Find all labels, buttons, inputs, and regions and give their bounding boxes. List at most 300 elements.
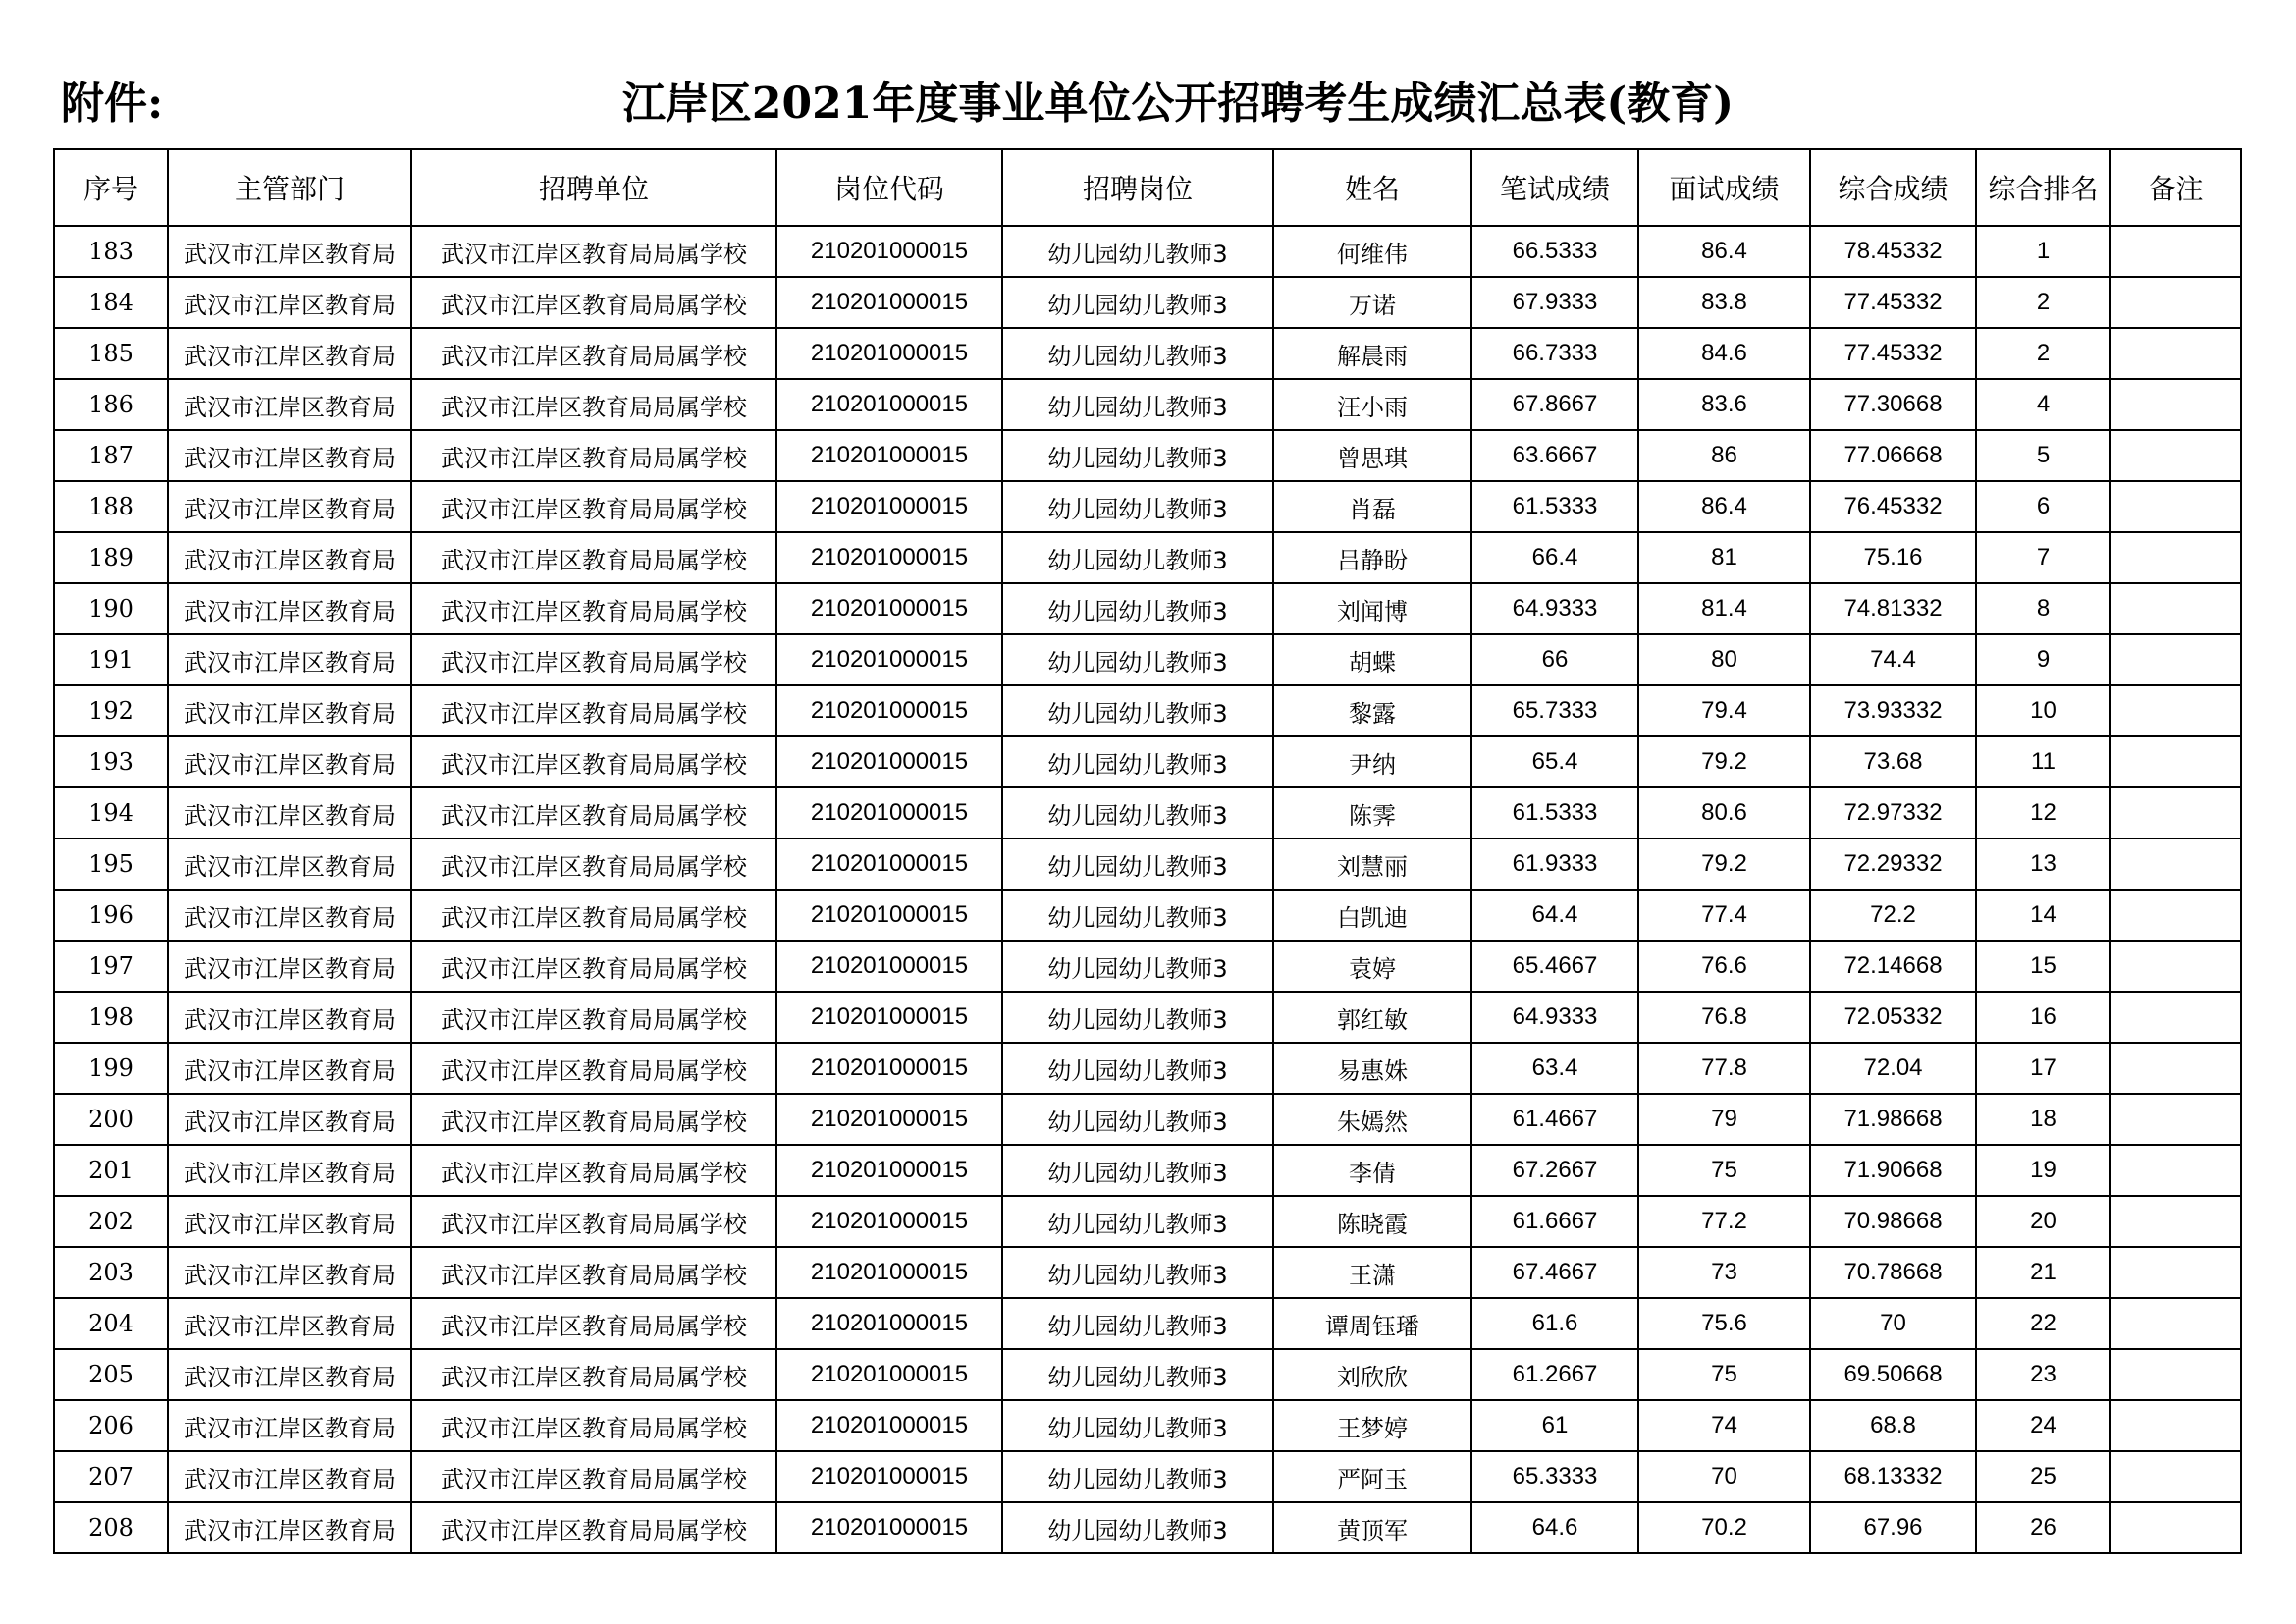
cell-total-score: 70.98668	[1810, 1196, 1976, 1247]
cell-employer: 武汉市江岸区教育局局属学校	[411, 787, 776, 839]
cell-rank: 21	[1976, 1247, 2110, 1298]
cell-interview-score: 81.4	[1638, 583, 1810, 634]
cell-serial: 202	[54, 1196, 168, 1247]
cell-serial: 188	[54, 481, 168, 532]
cell-department: 武汉市江岸区教育局	[168, 1247, 411, 1298]
cell-written-score: 63.4	[1471, 1043, 1638, 1094]
cell-serial: 208	[54, 1502, 168, 1553]
cell-name: 刘慧丽	[1273, 839, 1471, 890]
cell-total-score: 72.05332	[1810, 992, 1976, 1043]
cell-name: 朱嫣然	[1273, 1094, 1471, 1145]
column-header-written-score: 笔试成绩	[1471, 149, 1638, 226]
cell-rank: 7	[1976, 532, 2110, 583]
cell-written-score: 61.2667	[1471, 1349, 1638, 1400]
column-header-post-code: 岗位代码	[776, 149, 1002, 226]
cell-name: 郭红敏	[1273, 992, 1471, 1043]
cell-remark	[2110, 1298, 2241, 1349]
cell-remark	[2110, 328, 2241, 379]
table-body	[54, 226, 2241, 1553]
cell-post-code: 210201000015	[776, 1145, 1002, 1196]
cell-rank: 19	[1976, 1145, 2110, 1196]
cell-remark	[2110, 992, 2241, 1043]
score-summary-table	[53, 148, 2242, 1554]
cell-serial: 190	[54, 583, 168, 634]
cell-interview-score: 77.8	[1638, 1043, 1810, 1094]
table-header-row	[54, 149, 2241, 226]
cell-written-score: 66.7333	[1471, 328, 1638, 379]
cell-serial: 203	[54, 1247, 168, 1298]
cell-post: 幼儿园幼儿教师3	[1002, 1247, 1273, 1298]
cell-rank: 9	[1976, 634, 2110, 685]
cell-name: 陈霁	[1273, 787, 1471, 839]
cell-department: 武汉市江岸区教育局	[168, 1145, 411, 1196]
cell-remark	[2110, 685, 2241, 736]
cell-written-score: 67.9333	[1471, 277, 1638, 328]
cell-post: 幼儿园幼儿教师3	[1002, 430, 1273, 481]
cell-remark	[2110, 890, 2241, 941]
cell-remark	[2110, 1451, 2241, 1502]
cell-remark	[2110, 1094, 2241, 1145]
cell-employer: 武汉市江岸区教育局局属学校	[411, 328, 776, 379]
cell-remark	[2110, 226, 2241, 277]
cell-department: 武汉市江岸区教育局	[168, 839, 411, 890]
cell-department: 武汉市江岸区教育局	[168, 1196, 411, 1247]
cell-written-score: 61.4667	[1471, 1094, 1638, 1145]
table-row	[54, 1247, 2241, 1298]
cell-post: 幼儿园幼儿教师3	[1002, 1451, 1273, 1502]
attachment-label: 附件:	[61, 79, 164, 129]
cell-interview-score: 77.4	[1638, 890, 1810, 941]
cell-rank: 8	[1976, 583, 2110, 634]
cell-total-score: 72.97332	[1810, 787, 1976, 839]
cell-serial: 183	[54, 226, 168, 277]
column-header-name: 姓名	[1273, 149, 1471, 226]
cell-serial: 204	[54, 1298, 168, 1349]
cell-name: 万诺	[1273, 277, 1471, 328]
cell-post: 幼儿园幼儿教师3	[1002, 1094, 1273, 1145]
cell-interview-score: 86.4	[1638, 226, 1810, 277]
cell-post-code: 210201000015	[776, 787, 1002, 839]
cell-post-code: 210201000015	[776, 430, 1002, 481]
cell-employer: 武汉市江岸区教育局局属学校	[411, 1400, 776, 1451]
cell-interview-score: 86	[1638, 430, 1810, 481]
table-row	[54, 226, 2241, 277]
cell-department: 武汉市江岸区教育局	[168, 634, 411, 685]
cell-serial: 200	[54, 1094, 168, 1145]
cell-interview-score: 83.6	[1638, 379, 1810, 430]
cell-total-score: 73.93332	[1810, 685, 1976, 736]
cell-post-code: 210201000015	[776, 1502, 1002, 1553]
table-row	[54, 941, 2241, 992]
cell-rank: 4	[1976, 379, 2110, 430]
cell-post: 幼儿园幼儿教师3	[1002, 1196, 1273, 1247]
cell-remark	[2110, 430, 2241, 481]
cell-department: 武汉市江岸区教育局	[168, 583, 411, 634]
cell-department: 武汉市江岸区教育局	[168, 1502, 411, 1553]
cell-written-score: 61.5333	[1471, 787, 1638, 839]
cell-department: 武汉市江岸区教育局	[168, 226, 411, 277]
cell-interview-score: 77.2	[1638, 1196, 1810, 1247]
cell-post: 幼儿园幼儿教师3	[1002, 736, 1273, 787]
cell-name: 汪小雨	[1273, 379, 1471, 430]
cell-remark	[2110, 481, 2241, 532]
cell-post-code: 210201000015	[776, 532, 1002, 583]
table-row	[54, 328, 2241, 379]
table-row	[54, 481, 2241, 532]
cell-rank: 22	[1976, 1298, 2110, 1349]
cell-interview-score: 74	[1638, 1400, 1810, 1451]
column-header-total-score: 综合成绩	[1810, 149, 1976, 226]
cell-name: 何维伟	[1273, 226, 1471, 277]
cell-department: 武汉市江岸区教育局	[168, 1043, 411, 1094]
table-row	[54, 890, 2241, 941]
cell-interview-score: 80	[1638, 634, 1810, 685]
cell-name: 李倩	[1273, 1145, 1471, 1196]
cell-rank: 26	[1976, 1502, 2110, 1553]
cell-post: 幼儿园幼儿教师3	[1002, 685, 1273, 736]
cell-employer: 武汉市江岸区教育局局属学校	[411, 634, 776, 685]
table-row	[54, 277, 2241, 328]
cell-rank: 20	[1976, 1196, 2110, 1247]
cell-total-score: 74.4	[1810, 634, 1976, 685]
cell-employer: 武汉市江岸区教育局局属学校	[411, 1196, 776, 1247]
cell-total-score: 77.45332	[1810, 277, 1976, 328]
cell-total-score: 75.16	[1810, 532, 1976, 583]
cell-interview-score: 86.4	[1638, 481, 1810, 532]
cell-department: 武汉市江岸区教育局	[168, 1400, 411, 1451]
cell-rank: 17	[1976, 1043, 2110, 1094]
table-row	[54, 1298, 2241, 1349]
cell-written-score: 66	[1471, 634, 1638, 685]
cell-name: 袁婷	[1273, 941, 1471, 992]
cell-name: 刘闻博	[1273, 583, 1471, 634]
cell-written-score: 67.2667	[1471, 1145, 1638, 1196]
cell-written-score: 65.7333	[1471, 685, 1638, 736]
column-header-rank: 综合排名	[1976, 149, 2110, 226]
cell-rank: 12	[1976, 787, 2110, 839]
cell-post-code: 210201000015	[776, 839, 1002, 890]
cell-total-score: 78.45332	[1810, 226, 1976, 277]
cell-employer: 武汉市江岸区教育局局属学校	[411, 890, 776, 941]
cell-employer: 武汉市江岸区教育局局属学校	[411, 1451, 776, 1502]
column-header-remark: 备注	[2110, 149, 2241, 226]
cell-rank: 5	[1976, 430, 2110, 481]
table-row	[54, 1094, 2241, 1145]
cell-post-code: 210201000015	[776, 736, 1002, 787]
cell-written-score: 61.5333	[1471, 481, 1638, 532]
cell-post: 幼儿园幼儿教师3	[1002, 1502, 1273, 1553]
cell-employer: 武汉市江岸区教育局局属学校	[411, 1145, 776, 1196]
cell-employer: 武汉市江岸区教育局局属学校	[411, 226, 776, 277]
cell-interview-score: 84.6	[1638, 328, 1810, 379]
cell-serial: 199	[54, 1043, 168, 1094]
table-row	[54, 736, 2241, 787]
cell-written-score: 63.6667	[1471, 430, 1638, 481]
table-row	[54, 685, 2241, 736]
cell-written-score: 67.4667	[1471, 1247, 1638, 1298]
cell-post-code: 210201000015	[776, 941, 1002, 992]
cell-rank: 2	[1976, 277, 2110, 328]
cell-written-score: 65.4	[1471, 736, 1638, 787]
cell-post-code: 210201000015	[776, 890, 1002, 941]
cell-remark	[2110, 839, 2241, 890]
cell-rank: 2	[1976, 328, 2110, 379]
cell-employer: 武汉市江岸区教育局局属学校	[411, 839, 776, 890]
cell-employer: 武汉市江岸区教育局局属学校	[411, 1502, 776, 1553]
cell-name: 黎露	[1273, 685, 1471, 736]
cell-name: 陈晓霞	[1273, 1196, 1471, 1247]
cell-name: 易惠姝	[1273, 1043, 1471, 1094]
cell-post-code: 210201000015	[776, 685, 1002, 736]
cell-post: 幼儿园幼儿教师3	[1002, 839, 1273, 890]
cell-name: 吕静盼	[1273, 532, 1471, 583]
cell-remark	[2110, 1349, 2241, 1400]
cell-written-score: 66.5333	[1471, 226, 1638, 277]
cell-interview-score: 83.8	[1638, 277, 1810, 328]
cell-serial: 195	[54, 839, 168, 890]
cell-post: 幼儿园幼儿教师3	[1002, 1298, 1273, 1349]
cell-post: 幼儿园幼儿教师3	[1002, 1349, 1273, 1400]
cell-rank: 25	[1976, 1451, 2110, 1502]
cell-written-score: 64.6	[1471, 1502, 1638, 1553]
cell-post-code: 210201000015	[776, 583, 1002, 634]
cell-post: 幼儿园幼儿教师3	[1002, 481, 1273, 532]
cell-department: 武汉市江岸区教育局	[168, 379, 411, 430]
cell-department: 武汉市江岸区教育局	[168, 685, 411, 736]
cell-post: 幼儿园幼儿教师3	[1002, 1145, 1273, 1196]
cell-post-code: 210201000015	[776, 277, 1002, 328]
cell-post: 幼儿园幼儿教师3	[1002, 890, 1273, 941]
cell-total-score: 76.45332	[1810, 481, 1976, 532]
cell-serial: 192	[54, 685, 168, 736]
cell-written-score: 64.9333	[1471, 992, 1638, 1043]
cell-remark	[2110, 1247, 2241, 1298]
cell-department: 武汉市江岸区教育局	[168, 941, 411, 992]
table-row	[54, 379, 2241, 430]
cell-total-score: 70.78668	[1810, 1247, 1976, 1298]
cell-name: 谭周钰璠	[1273, 1298, 1471, 1349]
cell-rank: 16	[1976, 992, 2110, 1043]
cell-serial: 194	[54, 787, 168, 839]
cell-employer: 武汉市江岸区教育局局属学校	[411, 1094, 776, 1145]
cell-post-code: 210201000015	[776, 1400, 1002, 1451]
cell-interview-score: 75	[1638, 1145, 1810, 1196]
cell-serial: 206	[54, 1400, 168, 1451]
cell-written-score: 65.3333	[1471, 1451, 1638, 1502]
cell-post: 幼儿园幼儿教师3	[1002, 1043, 1273, 1094]
cell-written-score: 64.4	[1471, 890, 1638, 941]
cell-post-code: 210201000015	[776, 1451, 1002, 1502]
column-header-serial: 序号	[54, 149, 168, 226]
cell-total-score: 71.98668	[1810, 1094, 1976, 1145]
cell-post-code: 210201000015	[776, 379, 1002, 430]
cell-name: 解晨雨	[1273, 328, 1471, 379]
cell-employer: 武汉市江岸区教育局局属学校	[411, 992, 776, 1043]
page-title: 江岸区2021年度事业单位公开招聘考生成绩汇总表(教育)	[621, 79, 1735, 129]
cell-interview-score: 79.2	[1638, 736, 1810, 787]
cell-employer: 武汉市江岸区教育局局属学校	[411, 1247, 776, 1298]
cell-serial: 197	[54, 941, 168, 992]
cell-total-score: 72.2	[1810, 890, 1976, 941]
cell-serial: 185	[54, 328, 168, 379]
column-header-interview-score: 面试成绩	[1638, 149, 1810, 226]
cell-interview-score: 79.2	[1638, 839, 1810, 890]
cell-remark	[2110, 1196, 2241, 1247]
cell-written-score: 67.8667	[1471, 379, 1638, 430]
cell-serial: 207	[54, 1451, 168, 1502]
cell-department: 武汉市江岸区教育局	[168, 736, 411, 787]
cell-serial: 189	[54, 532, 168, 583]
cell-rank: 13	[1976, 839, 2110, 890]
cell-rank: 6	[1976, 481, 2110, 532]
cell-name: 严阿玉	[1273, 1451, 1471, 1502]
cell-interview-score: 73	[1638, 1247, 1810, 1298]
cell-remark	[2110, 634, 2241, 685]
cell-post-code: 210201000015	[776, 481, 1002, 532]
cell-post: 幼儿园幼儿教师3	[1002, 583, 1273, 634]
column-header-employer: 招聘单位	[411, 149, 776, 226]
cell-written-score: 65.4667	[1471, 941, 1638, 992]
cell-serial: 184	[54, 277, 168, 328]
cell-written-score: 61.6667	[1471, 1196, 1638, 1247]
table-row	[54, 1349, 2241, 1400]
cell-interview-score: 76.8	[1638, 992, 1810, 1043]
cell-department: 武汉市江岸区教育局	[168, 277, 411, 328]
cell-remark	[2110, 941, 2241, 992]
cell-post-code: 210201000015	[776, 328, 1002, 379]
cell-serial: 196	[54, 890, 168, 941]
table-row	[54, 1196, 2241, 1247]
cell-rank: 15	[1976, 941, 2110, 992]
cell-post: 幼儿园幼儿教师3	[1002, 379, 1273, 430]
cell-name: 胡蝶	[1273, 634, 1471, 685]
cell-total-score: 70	[1810, 1298, 1976, 1349]
column-header-department: 主管部门	[168, 149, 411, 226]
cell-remark	[2110, 736, 2241, 787]
cell-employer: 武汉市江岸区教育局局属学校	[411, 1043, 776, 1094]
cell-post-code: 210201000015	[776, 1043, 1002, 1094]
cell-remark	[2110, 379, 2241, 430]
cell-remark	[2110, 583, 2241, 634]
cell-total-score: 71.90668	[1810, 1145, 1976, 1196]
cell-interview-score: 75	[1638, 1349, 1810, 1400]
cell-name: 肖磊	[1273, 481, 1471, 532]
cell-total-score: 68.13332	[1810, 1451, 1976, 1502]
cell-department: 武汉市江岸区教育局	[168, 1094, 411, 1145]
cell-employer: 武汉市江岸区教育局局属学校	[411, 685, 776, 736]
cell-post: 幼儿园幼儿教师3	[1002, 1400, 1273, 1451]
cell-rank: 23	[1976, 1349, 2110, 1400]
cell-remark	[2110, 1145, 2241, 1196]
table-row	[54, 583, 2241, 634]
cell-total-score: 77.06668	[1810, 430, 1976, 481]
table-row	[54, 1400, 2241, 1451]
cell-post: 幼儿园幼儿教师3	[1002, 787, 1273, 839]
cell-remark	[2110, 1502, 2241, 1553]
cell-remark	[2110, 787, 2241, 839]
cell-name: 曾思琪	[1273, 430, 1471, 481]
cell-department: 武汉市江岸区教育局	[168, 481, 411, 532]
cell-total-score: 67.96	[1810, 1502, 1976, 1553]
cell-written-score: 66.4	[1471, 532, 1638, 583]
table-row	[54, 1451, 2241, 1502]
cell-total-score: 73.68	[1810, 736, 1976, 787]
cell-employer: 武汉市江岸区教育局局属学校	[411, 481, 776, 532]
cell-employer: 武汉市江岸区教育局局属学校	[411, 941, 776, 992]
cell-post: 幼儿园幼儿教师3	[1002, 941, 1273, 992]
cell-employer: 武汉市江岸区教育局局属学校	[411, 379, 776, 430]
cell-total-score: 77.30668	[1810, 379, 1976, 430]
cell-post-code: 210201000015	[776, 226, 1002, 277]
cell-post: 幼儿园幼儿教师3	[1002, 277, 1273, 328]
cell-total-score: 72.29332	[1810, 839, 1976, 890]
cell-total-score: 74.81332	[1810, 583, 1976, 634]
table-row	[54, 787, 2241, 839]
cell-remark	[2110, 1043, 2241, 1094]
cell-serial: 191	[54, 634, 168, 685]
cell-post-code: 210201000015	[776, 992, 1002, 1043]
cell-serial: 187	[54, 430, 168, 481]
cell-post-code: 210201000015	[776, 1196, 1002, 1247]
cell-name: 黄顶军	[1273, 1502, 1471, 1553]
cell-total-score: 77.45332	[1810, 328, 1976, 379]
table-row	[54, 430, 2241, 481]
table-row	[54, 839, 2241, 890]
cell-name: 白凯迪	[1273, 890, 1471, 941]
cell-rank: 14	[1976, 890, 2110, 941]
cell-written-score: 61	[1471, 1400, 1638, 1451]
cell-interview-score: 79.4	[1638, 685, 1810, 736]
table-row	[54, 1145, 2241, 1196]
cell-remark	[2110, 532, 2241, 583]
cell-serial: 193	[54, 736, 168, 787]
cell-employer: 武汉市江岸区教育局局属学校	[411, 1298, 776, 1349]
cell-name: 王梦婷	[1273, 1400, 1471, 1451]
cell-serial: 186	[54, 379, 168, 430]
cell-employer: 武汉市江岸区教育局局属学校	[411, 430, 776, 481]
column-header-post: 招聘岗位	[1002, 149, 1273, 226]
cell-post-code: 210201000015	[776, 1298, 1002, 1349]
cell-employer: 武汉市江岸区教育局局属学校	[411, 583, 776, 634]
cell-department: 武汉市江岸区教育局	[168, 328, 411, 379]
cell-department: 武汉市江岸区教育局	[168, 1451, 411, 1502]
cell-total-score: 69.50668	[1810, 1349, 1976, 1400]
cell-employer: 武汉市江岸区教育局局属学校	[411, 532, 776, 583]
cell-interview-score: 80.6	[1638, 787, 1810, 839]
cell-post-code: 210201000015	[776, 1349, 1002, 1400]
cell-interview-score: 70.2	[1638, 1502, 1810, 1553]
cell-department: 武汉市江岸区教育局	[168, 430, 411, 481]
cell-serial: 198	[54, 992, 168, 1043]
cell-interview-score: 75.6	[1638, 1298, 1810, 1349]
cell-name: 刘欣欣	[1273, 1349, 1471, 1400]
cell-post: 幼儿园幼儿教师3	[1002, 328, 1273, 379]
cell-total-score: 68.8	[1810, 1400, 1976, 1451]
cell-employer: 武汉市江岸区教育局局属学校	[411, 736, 776, 787]
cell-name: 尹纳	[1273, 736, 1471, 787]
cell-serial: 205	[54, 1349, 168, 1400]
cell-post-code: 210201000015	[776, 1094, 1002, 1145]
cell-written-score: 61.6	[1471, 1298, 1638, 1349]
cell-department: 武汉市江岸区教育局	[168, 787, 411, 839]
table-row	[54, 634, 2241, 685]
cell-rank: 11	[1976, 736, 2110, 787]
cell-rank: 24	[1976, 1400, 2110, 1451]
cell-post: 幼儿园幼儿教师3	[1002, 634, 1273, 685]
cell-written-score: 61.9333	[1471, 839, 1638, 890]
cell-post-code: 210201000015	[776, 634, 1002, 685]
cell-rank: 1	[1976, 226, 2110, 277]
